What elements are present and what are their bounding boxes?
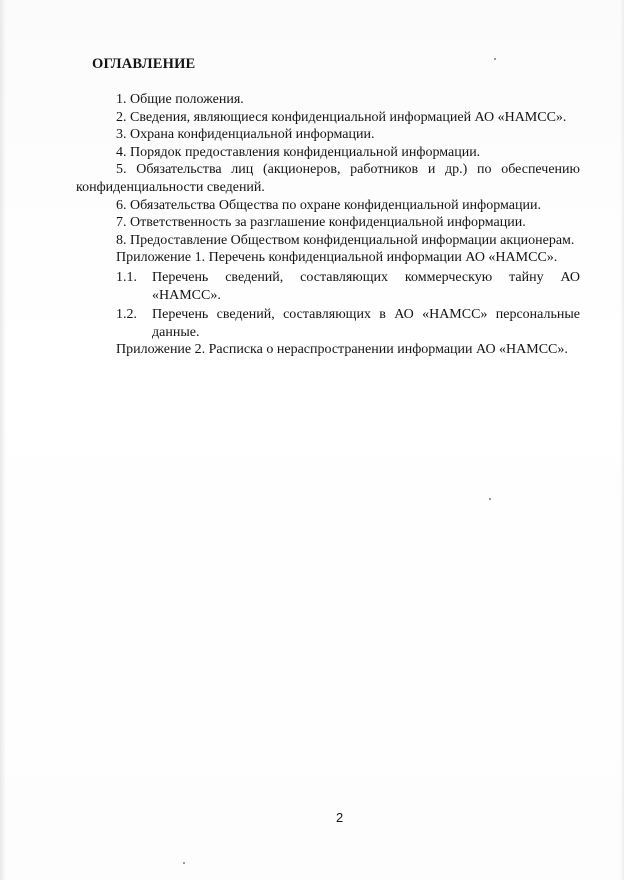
scan-speck [489,498,491,500]
appendix-1-item [116,306,580,341]
appendix-1-item-text: Перечень сведений, составляющих в АО «НАМСС» персональные данные. [152,307,580,340]
toc-entry-2: 2. Сведения, являющиеся конфиденциальной информацией АО «НАМСС». [116,109,567,125]
appendix-1-item [116,269,580,304]
toc-entry-1: 1. Общие положения. [116,92,244,107]
appendix-1-item-number: 1.1. [116,269,137,285]
toc-entry-4: 4. Порядок предоставления конфиденциальной информации. [116,144,481,160]
appendix-2-title: Приложение 2. Расписка о нераспространении информации АО «НАМСС». [116,342,568,358]
toc-title: ОГЛАВЛЕНИЕ [92,56,196,72]
toc-entry-6: 6. Обязательства Общества по охране конфиденциальной информации. [116,197,541,213]
toc-entry-8: 8. Предоставление Обществом конфиденциальной информации акционерам. [116,232,575,248]
scan-speck [494,58,496,60]
scan-speck [183,862,185,864]
page-shadow-right [620,0,624,880]
toc-entry-3: 3. Охрана конфиденциальной информации. [116,127,375,143]
appendix-1-item-number: 1.2. [116,307,137,323]
toc-entry-5: 5. Обязательства лиц (акционеров, работников и др.) по обеспечению конфиденциальности сведений. [76,162,580,195]
page-number: 2 [336,810,344,825]
toc-entry-7: 7. Ответственность за разглашение конфиденциальной информации. [116,215,526,231]
appendix-1-title: Приложение 1. Перечень конфиденциальной информации АО «НАМСС». [116,250,558,266]
appendix-1-item-text: Перечень сведений, составляющих коммерческую тайну АО «НАМСС». [152,269,580,303]
page-shadow-left [0,0,6,880]
table-of-contents [76,91,580,359]
